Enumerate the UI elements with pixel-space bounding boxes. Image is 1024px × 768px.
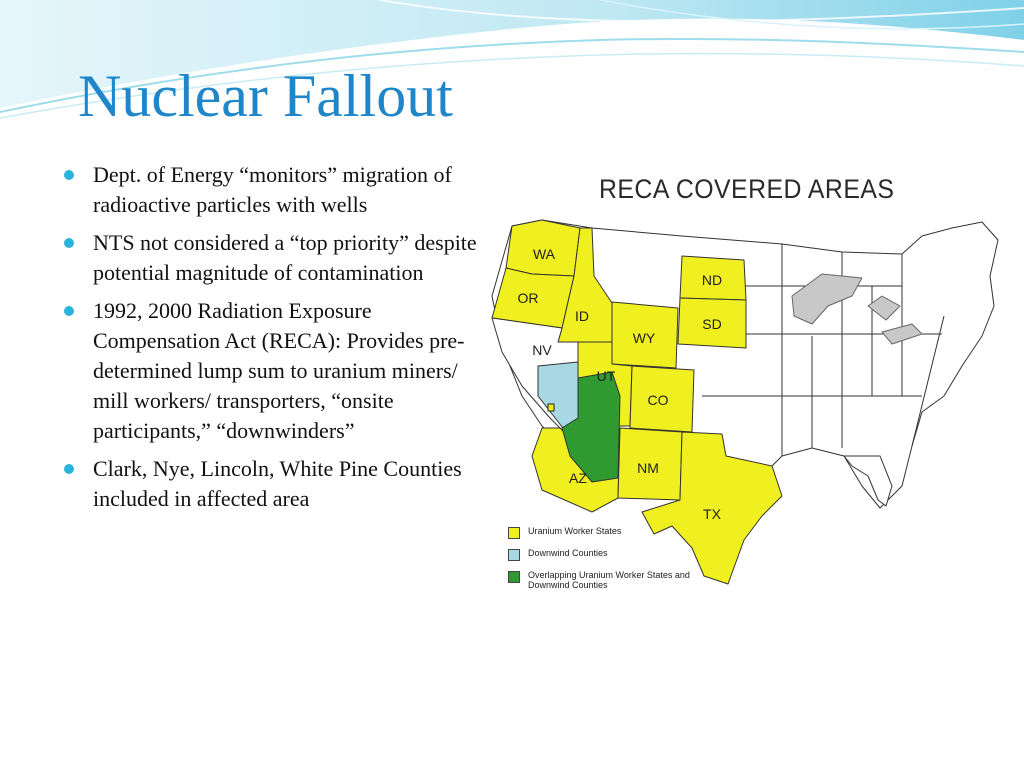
bullet-icon	[64, 170, 74, 180]
bullet-icon	[64, 306, 74, 316]
legend-item-downwind	[508, 548, 728, 570]
reca-map-image	[482, 156, 1006, 608]
bullet-list	[60, 160, 480, 522]
bullet-item	[60, 228, 480, 288]
legend-label: Overlapping Uranium Worker States and Downwind Counties	[528, 570, 690, 590]
state-label-co: CO	[647, 392, 669, 408]
state-label-sd: SD	[702, 316, 722, 332]
legend-item-uranium	[508, 526, 728, 548]
state-label-nm: NM	[637, 460, 659, 476]
bullet-text: NTS not considered a “top priority” despite potential magnitude of contamination	[93, 230, 477, 285]
map-legend	[508, 526, 728, 600]
bullet-icon	[64, 238, 74, 248]
bullet-text: Clark, Nye, Lincoln, White Pine Counties included in affected area	[93, 456, 462, 511]
bullet-icon	[64, 464, 74, 474]
legend-swatch	[508, 549, 520, 561]
state-label-wy: WY	[632, 330, 656, 346]
bullet-text: 1992, 2000 Radiation Exposure Compensation Act (RECA): Provides pre-determined lump sum to uranium miners/ mill workers/ transporters, “onsite participants,” “downwinders”	[93, 298, 465, 443]
state-label-nv: NV	[532, 342, 552, 358]
slide-title: Nuclear Fallout	[78, 63, 453, 129]
legend-item-overlap	[508, 570, 728, 600]
state-label-nd: ND	[701, 272, 723, 288]
legend-swatch	[508, 571, 520, 583]
state-label-ut: UT	[596, 368, 616, 384]
bullet-item	[60, 160, 480, 220]
bullet-item	[60, 454, 480, 514]
state-label-wa: WA	[532, 246, 556, 262]
nts-marker	[548, 404, 554, 411]
state-label-id: ID	[575, 308, 589, 324]
state-label-or: OR	[517, 290, 539, 306]
bullet-text: Dept. of Energy “monitors” migration of radioactive particles with wells	[93, 162, 452, 217]
bullet-item	[60, 296, 480, 446]
state-label-tx: TX	[703, 506, 721, 522]
legend-label: Downwind Counties	[528, 548, 608, 558]
legend-label: Uranium Worker States	[528, 526, 622, 536]
state-label-az: AZ	[569, 470, 587, 486]
legend-swatch	[508, 527, 520, 539]
map-title: RECA COVERED AREAS	[599, 174, 895, 204]
